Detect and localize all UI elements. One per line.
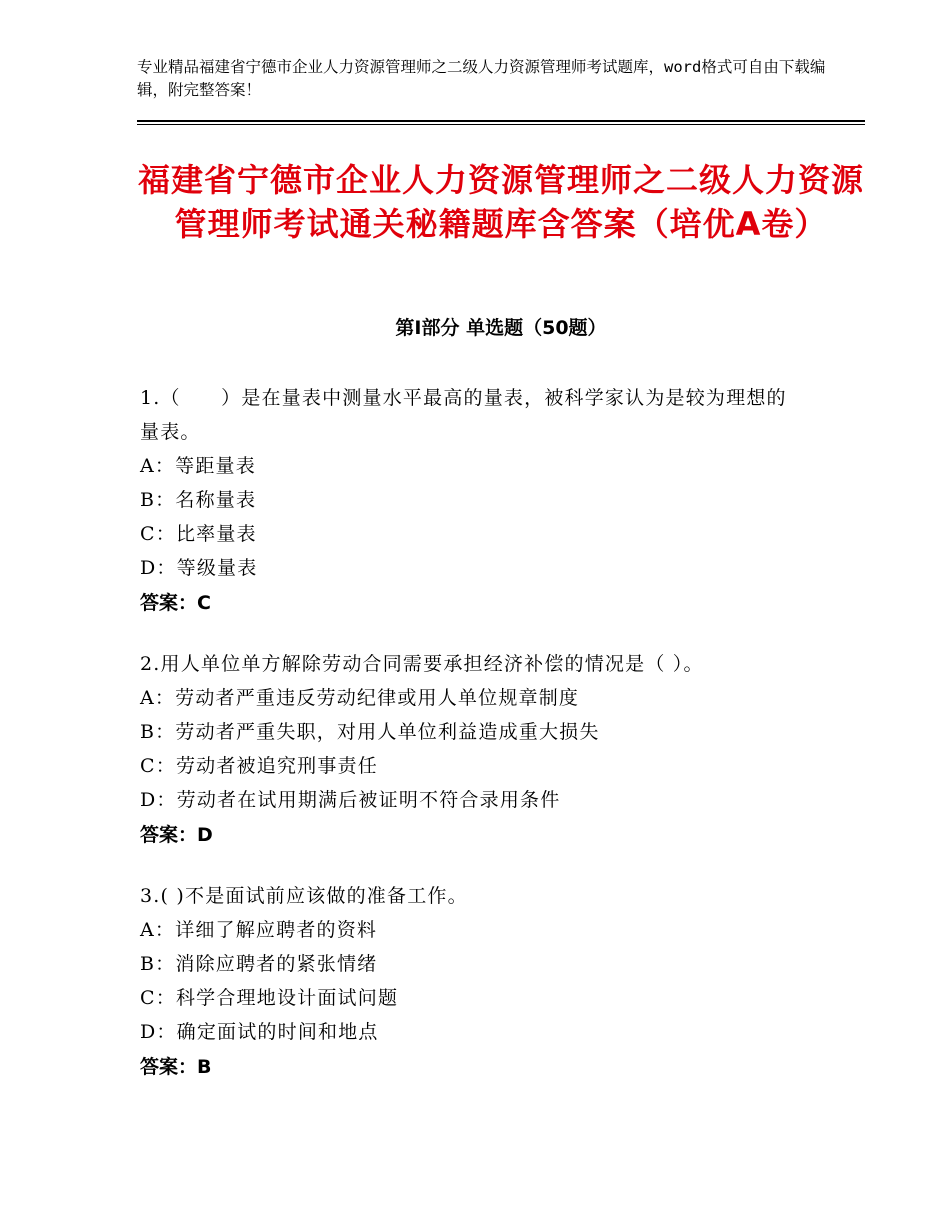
answer-label: 答案：C	[140, 592, 211, 614]
option-d: D：劳动者在试用期满后被证明不符合录用条件	[140, 789, 561, 811]
option-c: C：劳动者被追究刑事责任	[140, 755, 378, 777]
option-a: A：等距量表	[140, 455, 256, 477]
question-3	[140, 879, 805, 1085]
option-b: B：名称量表	[140, 489, 257, 511]
header-rule-thick	[137, 120, 865, 122]
option-a: A：劳动者严重违反劳动纪律或用人单位规章制度	[140, 687, 580, 709]
header-note: 专业精品福建省宁德市企业人力资源管理师之二级人力资源管理师考试题库，word格式可自由下载编辑，附完整答案！	[137, 58, 826, 99]
option-c: C：科学合理地设计面试问题	[140, 987, 399, 1009]
question-stem: 3.( )不是面试前应该做的准备工作。	[140, 885, 468, 907]
question-2	[140, 647, 805, 853]
option-d: D：确定面试的时间和地点	[140, 1021, 379, 1043]
question-list	[140, 381, 805, 1111]
option-c: C：比率量表	[140, 523, 257, 545]
question-stem: 2.用人单位单方解除劳动合同需要承担经济补偿的情况是（ ）。	[140, 653, 704, 675]
option-b: B：消除应聘者的紧张情绪	[140, 953, 378, 975]
option-d: D：等级量表	[140, 557, 258, 579]
option-a: A：详细了解应聘者的资料	[140, 919, 378, 941]
option-b: B：劳动者严重失职，对用人单位利益造成重大损失	[140, 721, 600, 743]
answer-label: 答案：D	[140, 824, 213, 846]
document-title: 福建省宁德市企业人力资源管理师之二级人力资源管理师考试通关秘籍题库含答案（培优A卷）	[137, 161, 864, 243]
question-1	[140, 381, 805, 621]
header-rule-thin	[137, 124, 865, 125]
question-stem: 1.（ ）是在量表中测量水平最高的量表，被科学家认为是较为理想的量表。	[140, 387, 787, 443]
answer-label: 答案：B	[140, 1056, 212, 1078]
section-title: 第Ⅰ部分 单选题（50题）	[395, 317, 607, 339]
